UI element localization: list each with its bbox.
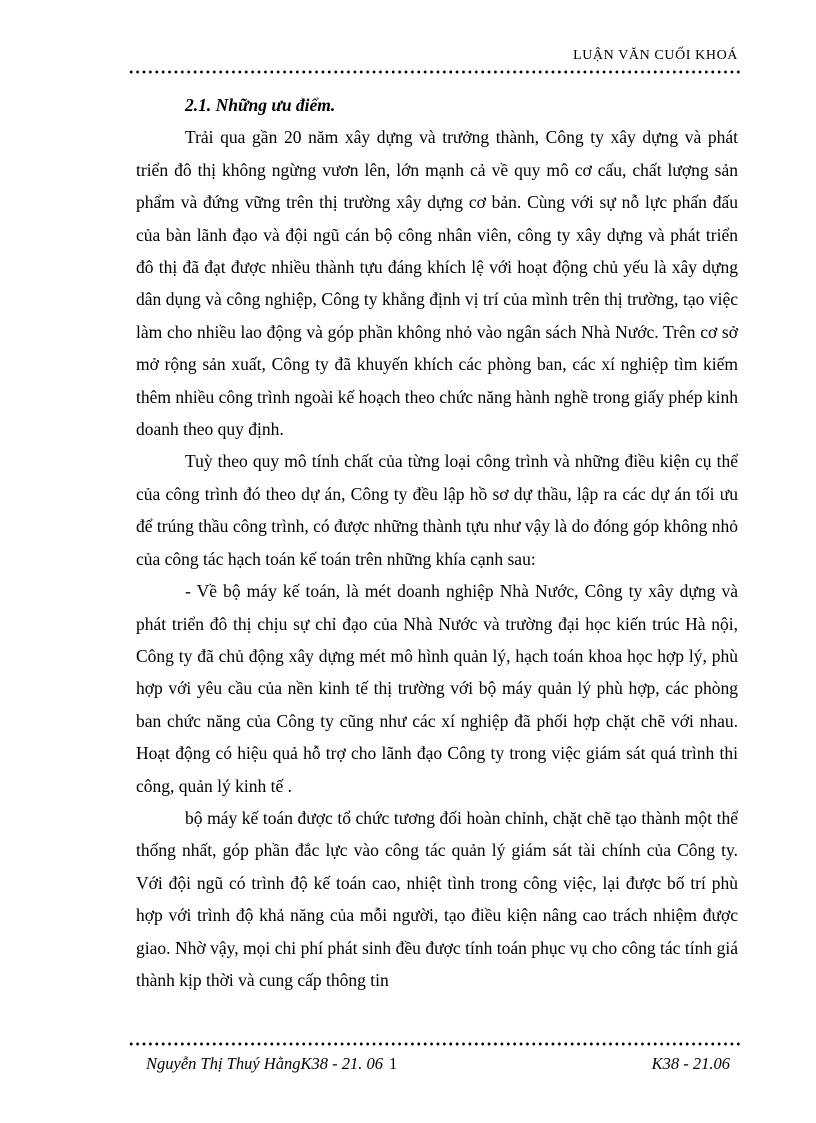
header-dotted-rule <box>128 70 740 74</box>
footer-left <box>146 1054 397 1074</box>
paragraph-4: bộ máy kế toán được tổ chức tương đối hoàn chỉnh, chặt chẽ tạo thành một thể thống nhất, góp phần đắc lực vào công tác quản lý giám sát tài chính của Công ty. Với đội ngũ có trình độ kế toán cao, nhiệt tình trong công việc, lại được bố trí phù hợp với trình độ khả năng của mỗi người, tạo điều kiện nâng cao trách nhiệm được giao. Nhờ vậy, mọi chi phí phát sinh đều được tính toán phục vụ cho công tác tính giá thành kịp thời và cung cấp thông tin <box>136 807 738 990</box>
footer-dotted-rule <box>128 1042 740 1046</box>
document-body <box>136 89 738 996</box>
paragraph-1: Trải qua gần 20 năm xây dựng và trưởng thành, Công ty xây dựng và phát triển đô thị không ngừng vươn lên, lớn mạnh cả về quy mô cơ cấu, chất lượng sản phẩm và đứng vững trên thị trường xây dựng cơ bản. Cùng với sự nỗ lực phấn đấu của bàn lãnh đạo và đội ngũ cán bộ công nhân viên, công ty xây dựng và phát triển đô thị đã đạt được nhiều thành tựu đáng khích lệ với hoạt động chủ yếu là xây dựng dân dụng và công nghiệp, Công ty khẳng định vị trí của mình trên thị trường, tạo việc làm cho nhiều lao động và góp phần không nhỏ vào ngân sách Nhà Nước. Trên cơ sở mở rộng sản xuất, Công ty đã khuyến khích các phòng ban, các xí nghiệp tìm kiếm thêm nhiều công trình ngoài kế hoạch theo chức năng hành nghề trong giấy phép kinh doanh theo quy định. <box>136 127 738 440</box>
paragraph-3: - Về bộ máy kế toán, là mét doanh nghiệp Nhà Nước, Công ty xây dựng và phát triển đô thị chịu sự chỉ đạo của Nhà Nước và trường đại học kiến trúc Hà nội, Công ty đã chủ động xây dựng mét mô hình quản lý, hạch toán khoa học hợp lý, phù hợp với yêu cầu của nền kinh tế thị trường với bộ máy quản lý phù hợp, các phòng ban chức năng của Công ty cũng như các xí nghiệp đã phối hợp chặt chẽ với nhau. Hoạt động có hiệu quả hỗ trợ cho lãnh đạo Công ty trong việc giám sát quá trình thi công, quản lý kinh tế . <box>136 581 738 796</box>
footer-class-code: K38 - 21.06 <box>651 1054 730 1073</box>
section-heading: 2.1. Những ưu điểm. <box>185 95 336 115</box>
page-number: 1 <box>388 1054 398 1073</box>
paragraph-2: Tuỳ theo quy mô tính chất của từng loại công trình và những điều kiện cụ thể của công trình đó theo dự án, Công ty đều lập hồ sơ dự thầu, lập ra các dự án tối ưu để trúng thầu công trình, có được những thành tựu như vậy là do đóng góp không nhỏ của công tác hạch toán kế toán trên những khía cạnh sau: <box>136 451 738 569</box>
footer-author: Nguyễn Thị Thuý HằngK38 - 21. 06 <box>146 1054 383 1073</box>
header-title: LUẬN VĂN CUỐI KHOÁ <box>573 48 738 63</box>
